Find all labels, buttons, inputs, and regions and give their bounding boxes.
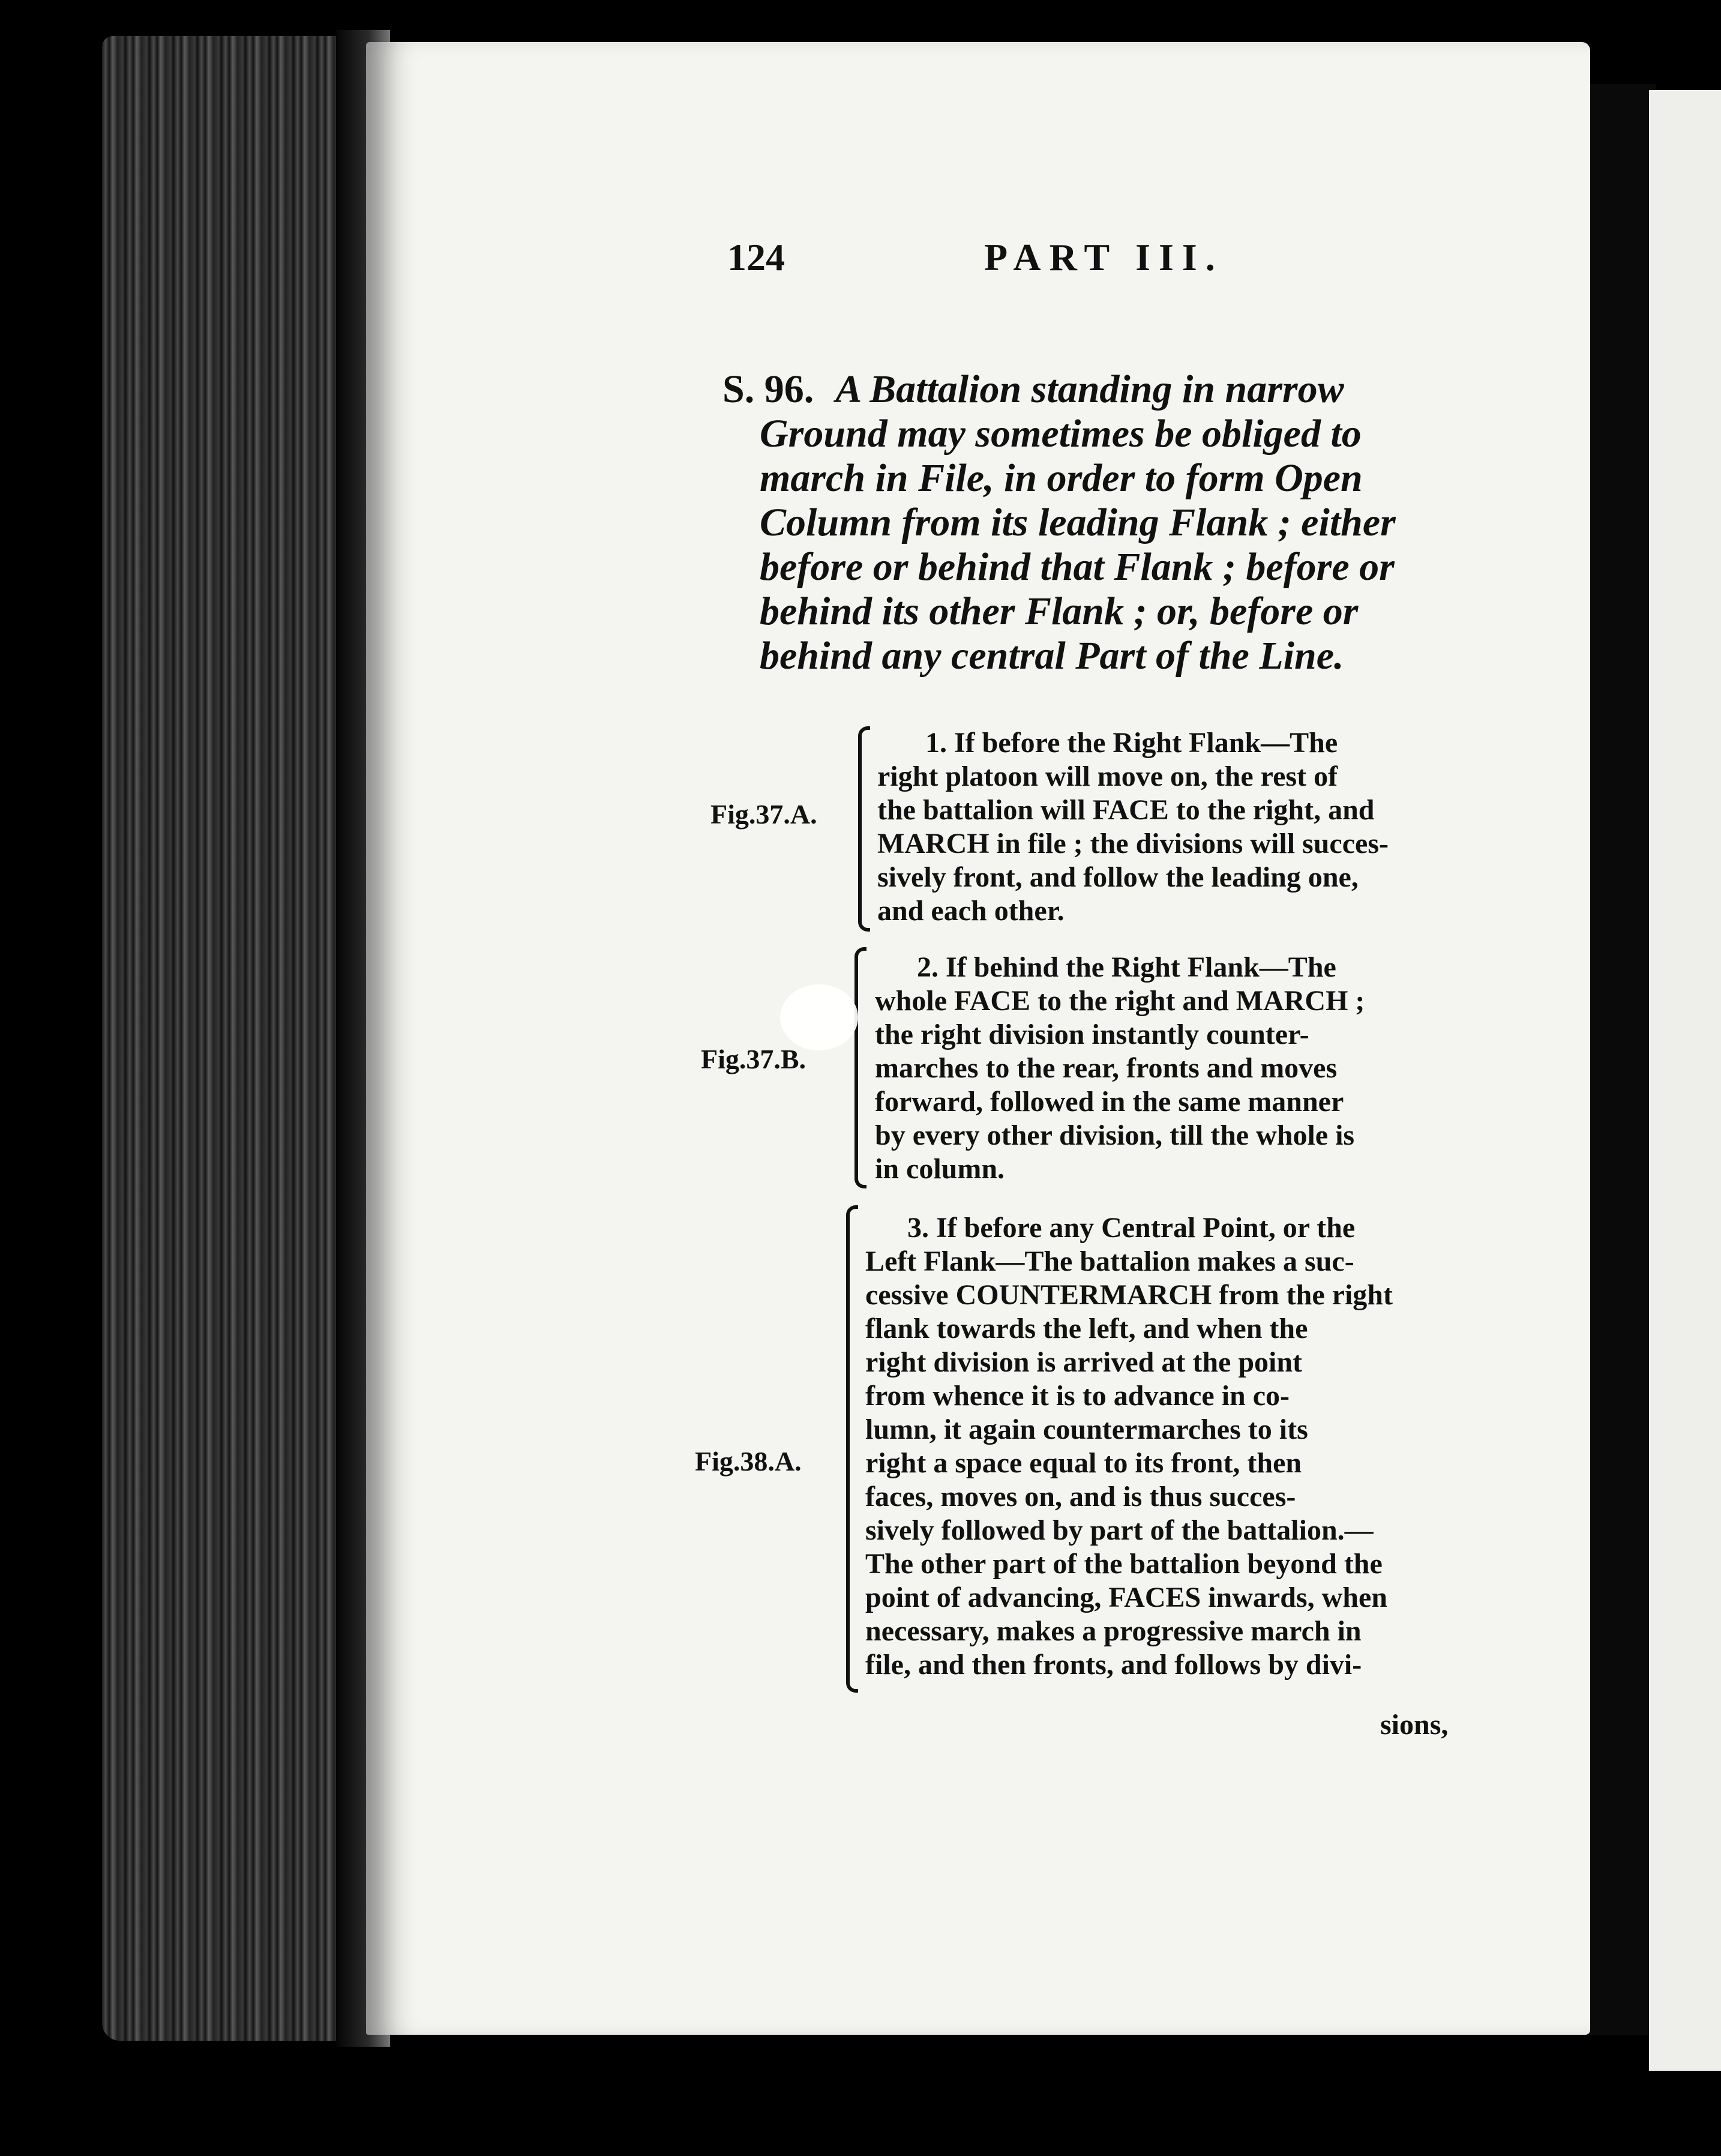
paragraph-1 bbox=[877, 726, 1389, 928]
section-heading-line: Ground may sometimes be obliged to bbox=[760, 412, 1362, 456]
paragraph-line: necessary, makes a progressive march in bbox=[865, 1615, 1362, 1647]
paragraph-line: cessive COUNTERMARCH from the right bbox=[865, 1279, 1393, 1311]
section-heading-line: behind its other Flank ; or, before or bbox=[760, 589, 1359, 633]
paragraph-3 bbox=[865, 1211, 1393, 1682]
paragraph-line: the battalion will FACE to the right, and bbox=[877, 794, 1375, 826]
paragraph-line: from whence it is to advance in co- bbox=[865, 1380, 1290, 1412]
section-heading-line: before or behind that Flank ; before or bbox=[760, 545, 1395, 589]
paragraph-2 bbox=[875, 951, 1365, 1186]
right-gutter bbox=[1590, 84, 1656, 2035]
section-heading-text: A Battalion standing in narrow bbox=[835, 367, 1344, 411]
paragraph-line: marches to the rear, fronts and moves bbox=[875, 1052, 1338, 1084]
paragraph-line: 2. If behind the Right Flank—The bbox=[917, 951, 1336, 983]
paragraph-line: right platoon will move on, the rest of bbox=[877, 760, 1338, 792]
brace-bracket bbox=[858, 726, 870, 932]
section-heading bbox=[722, 367, 1396, 678]
paragraph-line: sively followed by part of the battalion.— bbox=[865, 1514, 1374, 1546]
paragraph-line: and each other. bbox=[877, 895, 1065, 927]
paragraph-line: file, and then fronts, and follows by divi- bbox=[865, 1649, 1362, 1681]
paragraph-line: the right division instantly counter- bbox=[875, 1019, 1309, 1050]
section-heading-line: Column from its leading Flank ; either bbox=[760, 501, 1396, 544]
catchword: sions, bbox=[1380, 1709, 1449, 1741]
page-number: 124 bbox=[727, 236, 785, 279]
brace-bracket bbox=[846, 1205, 858, 1693]
paragraph-line: sively front, and follow the leading one, bbox=[877, 861, 1359, 893]
facing-page-edge bbox=[1649, 90, 1721, 2071]
paragraph-line: whole FACE to the right and MARCH ; bbox=[875, 985, 1365, 1017]
brace-bracket bbox=[854, 947, 867, 1188]
paragraph-line: right division is arrived at the point bbox=[865, 1346, 1303, 1378]
section-heading-line: march in File, in order to form Open bbox=[760, 456, 1363, 500]
paragraph-line: The other part of the battalion beyond the bbox=[865, 1548, 1383, 1580]
paper-blemish bbox=[780, 984, 858, 1050]
paragraph-line: faces, moves on, and is thus succes- bbox=[865, 1481, 1296, 1513]
figure-ref-37b: Fig.37.B. bbox=[701, 1044, 806, 1074]
section-heading-line-1 bbox=[722, 367, 1396, 412]
section-heading-line: behind any central Part of the Line. bbox=[760, 634, 1344, 678]
paragraph-line: Left Flank—The battalion makes a suc- bbox=[865, 1245, 1354, 1277]
figure-ref-38a: Fig.38.A. bbox=[695, 1446, 802, 1477]
running-head: PART III. bbox=[984, 236, 1224, 279]
paragraph-line: 1. If before the Right Flank—The bbox=[925, 727, 1338, 759]
paragraph-line: point of advancing, FACES inwards, when bbox=[865, 1582, 1387, 1613]
paragraph-line: MARCH in file ; the divisions will succes- bbox=[877, 828, 1389, 860]
paragraph-line: right a space equal to its front, then bbox=[865, 1447, 1302, 1479]
paragraph-line: in column. bbox=[875, 1153, 1005, 1185]
section-label: S. 96. bbox=[722, 367, 814, 411]
paragraph-line: forward, followed in the same manner bbox=[875, 1086, 1344, 1118]
paragraph-line: 3. If before any Central Point, or the bbox=[907, 1212, 1356, 1244]
figure-ref-37a: Fig.37.A. bbox=[710, 799, 817, 830]
paragraph-line: lumn, it again countermarches to its bbox=[865, 1414, 1308, 1445]
paragraph-line: by every other division, till the whole is bbox=[875, 1119, 1355, 1151]
paragraph-line: flank towards the left, and when the bbox=[865, 1313, 1308, 1344]
